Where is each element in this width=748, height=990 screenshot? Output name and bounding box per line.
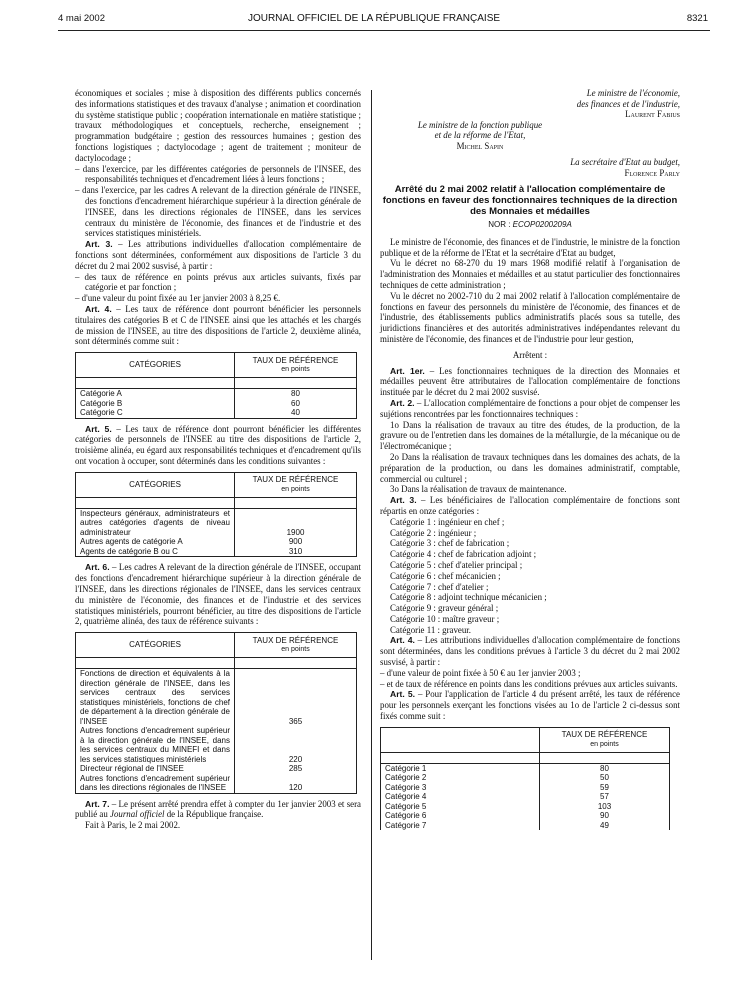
paragraph: 1o Dans la réalisation de travaux au titre des études, de la production, de la gravure ou de l'entretien dans les domaines de la métallurgie, de la mécanique ou de l'électromécanique ; xyxy=(380,419,680,452)
article-label: Art. 1er. xyxy=(390,365,425,376)
table-row: Fonctions de direction et équivalents à la direction générale de l'INSEE, dans les services centraux des services statistiques ministériels, fonctions de chef de département à la direction générale de l'INSEE 365 xyxy=(76,669,357,727)
article-label: Art. 5. xyxy=(85,423,112,434)
article-label: Art. 3. xyxy=(390,495,417,506)
table-row: Catégorie B 60 xyxy=(76,399,357,409)
table-row: Catégorie 5 103 xyxy=(381,802,670,812)
dash-item: – d'une valeur du point fixée au 1er janvier 2003 à 8,25 €. xyxy=(75,293,281,304)
column-header: TAUX DE RÉFÉRENCE en points xyxy=(235,633,357,658)
article-3: Art. 3. – Les bénéficiaires de l'allocation complémentaire de fonctions sont répartis en onze catégories : xyxy=(380,495,681,516)
category-list xyxy=(380,517,680,636)
column-header: CATÉGORIES xyxy=(76,633,235,658)
article-7: Art. 7. – Le présent arrêté prendra effet à compter du 1er janvier 2003 et sera publié au Journal officiel de la République française. xyxy=(75,798,361,820)
column-header: TAUX DE RÉFÉRENCE en points xyxy=(235,353,357,378)
table-row: Directeur régional de l'INSEE 285 xyxy=(76,764,357,774)
table-row: Autres agents de catégorie A 900 xyxy=(76,537,357,547)
table-row: Agents de catégorie B ou C 310 xyxy=(76,547,357,557)
article-label: Art. 7. xyxy=(85,798,110,809)
column-header: CATÉGORIES xyxy=(76,472,235,497)
article-label: Art. 6. xyxy=(85,562,110,573)
signatory-name: Michel Sapin xyxy=(456,140,504,151)
article-1: Art. 1er. – Les fonctionnaires techniques de la direction des Monnaies et médailles peuvent être attributaires de l'allocation complémentaire de fonctions instituée par le décret du 2 mai 2002 susvisé. xyxy=(380,365,680,398)
paragraph: Vu le décret no 2002-710 du 2 mai 2002 relatif à l'allocation complémentaire de fonctions en faveur des personnels du ministère de l'économie, des finances et de l'industrie, des établissements publics administratifs placés sous sa tutelle, des juridictions financières et des autorités administratives indépendantes relevant du ministère de l'économie, des finances et de l'industrie pour leur gestion, xyxy=(380,290,680,344)
header-date: 4 mai 2002 xyxy=(58,13,106,24)
table-row: Catégorie A 80 xyxy=(76,389,357,399)
dash-item: – d'une valeur de point fixée à 50 € au 1er janvier 2003 ; xyxy=(380,667,581,678)
article-2: Art. 2. – L'allocation complémentaire de fonctions a pour objet de compenser les sujétions rencontrées par les fonctionnaires techniques : xyxy=(380,397,681,419)
table-row: Catégorie 3 59 xyxy=(381,783,670,793)
signature-block: Le ministre de l'économie, des finances et de l'industrie, Laurent Fabius xyxy=(576,88,680,119)
column-divider xyxy=(371,90,372,960)
signature-date: Fait à Paris, le 2 mai 2002. xyxy=(85,820,181,831)
table-row: Autres fonctions d'encadrement supérieur dans les directions régionales de l'INSEE 120 xyxy=(76,774,357,794)
signature-block: Le ministre de la fonction publique et de la réforme de l'Etat, Michel Sapin xyxy=(417,119,543,151)
column-header xyxy=(381,727,540,752)
dash-item: – dans l'exercice, par les cadres A relevant de la direction générale de l'INSEE, des fonctions d'encadrement hiérarchique supérieur à la direction générale de l'INSEE, dans les directions régionales de l'INSEE, dans les services centraux du ministère de l'économie, des finances et de l'industrie et des services statistiques ministériels. xyxy=(75,185,361,239)
table-row: Catégorie 1 80 xyxy=(381,763,670,773)
signatory-name: Florence Parly xyxy=(624,167,680,178)
article-5: Art. 5. – Les taux de référence dont pourront bénéficier les différentes catégories de personnels de l'INSEE au titre des dispositions de l'article 2, troisième alinéa, eu égard aux responsabilités techniques et d'encadrement qu'ils ont vocation à occuper, sont déterminés dans les conditions suivantes : xyxy=(75,423,361,467)
article-label: Art. 4. xyxy=(85,303,112,314)
column-header: TAUX DE RÉFÉRENCE en points xyxy=(235,472,357,497)
list-item: Catégorie 4 : chef de fabrication adjoint ; xyxy=(390,549,537,560)
article-5: Art. 5. – Pour l'application de l'article 4 du présent arrêté, les taux de référence pour les personnels exerçant les fonctions visées au 1o de l'article 2 ci-dessus sont fixés comme suit : xyxy=(380,689,680,722)
paragraph: 3o Dans la réalisation de travaux de maintenance. xyxy=(390,484,567,495)
article-label: Art. 5. xyxy=(390,689,416,700)
table-row: Inspecteurs généraux, administrateurs et autres catégories d'agents de niveau administrateur 1900 xyxy=(76,508,357,537)
decree-title: Arrêté du 2 mai 2002 relatif à l'allocation complémentaire de fonctions en faveur des fonctionnaires techniques de la direction des Monnaies et médailles xyxy=(382,184,678,217)
header-page-number: 8321 xyxy=(686,13,708,24)
paragraph: 2o Dans la réalisation de travaux techniques dans les domaines des achats, de la préparation de la production, ou dans les domaines administratif, comptable, commercial ou culturel ; xyxy=(380,451,680,484)
list-item: Catégorie 5 : chef d'atelier principal ; xyxy=(390,559,523,570)
table-row: Autres fonctions d'encadrement supérieur à la direction générale de l'INSEE, dans les services centraux du MINEFI et dans les services statistiques ministériels 220 xyxy=(76,726,357,764)
dash-item: – et de taux de référence en points dans les conditions prévues aux articles suivants. xyxy=(380,678,678,689)
dash-item: – des taux de référence en points prévus aux articles suivants, fixés par catégorie et par fonction ; xyxy=(75,271,361,293)
article-label: Art. 3. xyxy=(85,239,113,250)
signatory-name: Laurent Fabius xyxy=(625,109,680,119)
column-header: CATÉGORIES xyxy=(76,353,235,378)
paragraph: Le ministre de l'économie, des finances et de l'industrie, le ministre de la fonction publique et de la réforme de l'Etat et la secrétaire d'Etat au budget, xyxy=(380,236,680,258)
list-item: Catégorie 1 : ingénieur en chef ; xyxy=(390,516,505,527)
left-column xyxy=(75,88,361,831)
list-item: Catégorie 3 : chef de fabrication ; xyxy=(390,538,510,549)
article-4: Art. 4. – Les taux de référence dont pourront bénéficier les personnels titulaires des catégories B et C de l'INSEE ainsi que les attachés et les chargés de mission de l'INSEE, au titre des dispositions de l'article 2, deuxième alinéa, sont déterminés comme suit : xyxy=(75,303,361,347)
header-rule xyxy=(58,30,710,31)
list-item: Catégorie 10 : maître graveur ; xyxy=(390,613,500,624)
table-row: Catégorie C 40 xyxy=(76,408,357,418)
list-item: Catégorie 2 : ingénieur ; xyxy=(390,527,477,538)
header-journal-title: JOURNAL OFFICIEL DE LA RÉPUBLIQUE FRANÇAISE xyxy=(247,13,501,24)
list-item: Catégorie 9 : graveur général ; xyxy=(390,603,499,614)
arretent: Arrêtent : xyxy=(512,349,548,360)
article-label: Art. 4. xyxy=(390,635,415,646)
rates-table-4 xyxy=(380,727,670,831)
article-label: Art. 2. xyxy=(390,397,415,408)
list-item: Catégorie 8 : adjoint technique mécanicien ; xyxy=(390,592,547,603)
article-3: Art. 3. – Les attributions individuelles d'allocation complémentaire de fonctions sont déterminées, conformément aux dispositions de l'article 3 du décret du 2 mai 2002 susvisé, à partir : xyxy=(75,239,361,271)
dash-item: – dans l'exercice, par les différentes catégories de personnels de l'INSEE, des responsabilités techniques et d'encadrement liées à leurs fonctions ; xyxy=(75,163,361,185)
paragraph: Vu le décret no 68-270 du 19 mars 1968 modifié relatif à l'organisation de l'administration des Monnaies et médailles et au statut particulier des fonctionnaires techniques de cette administration ; xyxy=(380,258,680,290)
column-header: TAUX DE RÉFÉRENCE en points xyxy=(540,727,670,752)
rates-table-3 xyxy=(75,632,357,794)
article-4: Art. 4. – Les attributions individuelles d'allocation complémentaire de fonctions sont déterminées, dans les conditions prévues à l'article 3 du décret du 2 mai 2002 susvisé, à partir : xyxy=(380,635,680,668)
list-item: Catégorie 7 : chef d'atelier ; xyxy=(390,581,489,592)
page-header xyxy=(0,0,748,40)
nor-reference: NOR : ECOP0200209A xyxy=(488,220,572,229)
signature-block: La secrétaire d'Etat au budget, Florence Parly xyxy=(570,157,680,178)
list-item: Catégorie 6 : chef mécanicien ; xyxy=(390,570,501,581)
table-row: Catégorie 6 90 xyxy=(381,811,670,821)
article-6: Art. 6. – Les cadres A relevant de la direction générale de l'INSEE, occupant des fonctions d'encadrement hiérarchique supérieur à la direction générale de l'INSEE, dans les directions régionales de l'INSEE, dans les services centraux du ministère de l'économie, des finances et de l'industrie et des services statistiques ministériels, pourront bénéficier, au titre des dispositions de l'article 2, quatrième alinéa, des taux de référence suivants : xyxy=(75,562,361,627)
right-column xyxy=(380,88,680,835)
intro-text: économiques et sociales ; mise à disposition des différents publics concernés des informations statistiques et des travaux d'analyse ; animation et coordination du système statistique public ; coopération internationale en matière statistique ; travaux méthodologiques et conceptuels, recherche, enseignement ; programmation budgétaire ; gestion des ressources humaines ; gestion des fonctions logistiques ; dactylocodage ; agent de traitement ; moniteur de dactylocodage ; xyxy=(75,88,361,163)
table-row: Catégorie 4 57 xyxy=(381,792,670,802)
rates-table-2 xyxy=(75,472,357,558)
rates-table-1 xyxy=(75,352,357,419)
table-row: Catégorie 2 50 xyxy=(381,773,670,783)
table-row: Catégorie 7 49 xyxy=(381,821,670,831)
list-item: Catégorie 11 : graveur. xyxy=(390,624,471,635)
